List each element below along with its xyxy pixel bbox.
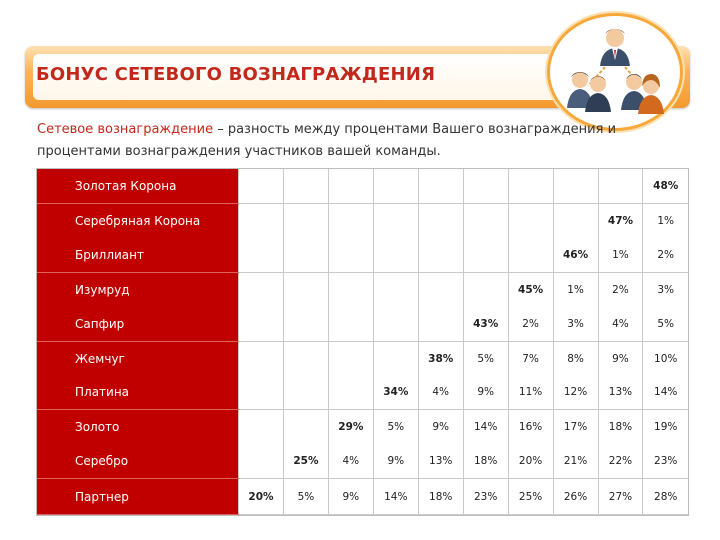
- table-cell: 9%: [373, 444, 418, 478]
- table-cell: 4%: [418, 376, 463, 410]
- table-cell: [508, 169, 553, 203]
- table-cell: [239, 169, 284, 203]
- table-cell: [463, 169, 508, 203]
- bonus-table-body: [37, 169, 688, 515]
- table-cell: 18%: [598, 410, 643, 444]
- table-cell: 5%: [463, 341, 508, 375]
- table-row: [37, 169, 688, 203]
- table-cell: 23%: [643, 444, 688, 478]
- table-cell: 47%: [598, 203, 643, 237]
- table-cell: 18%: [463, 444, 508, 478]
- table-cell: [283, 203, 328, 237]
- bonus-table-grid: [37, 169, 688, 515]
- table-cell: 2%: [598, 272, 643, 306]
- table-row: [37, 479, 688, 515]
- rank-name: Изумруд: [37, 272, 239, 306]
- table-cell: [463, 238, 508, 272]
- table-cell: [328, 272, 373, 306]
- table-cell: [553, 203, 598, 237]
- table-cell: [239, 341, 284, 375]
- table-cell: 38%: [418, 341, 463, 375]
- table-cell: 29%: [328, 410, 373, 444]
- table-cell: [239, 410, 284, 444]
- table-cell: [508, 203, 553, 237]
- table-cell: [283, 238, 328, 272]
- table-cell: [373, 203, 418, 237]
- table-cell: 1%: [598, 238, 643, 272]
- table-cell: [463, 203, 508, 237]
- table-row: [37, 203, 688, 237]
- table-cell: 3%: [553, 307, 598, 341]
- table-cell: [239, 307, 284, 341]
- table-cell: [373, 341, 418, 375]
- table-cell: [373, 272, 418, 306]
- table-cell: 4%: [598, 307, 643, 341]
- table-cell: 7%: [508, 341, 553, 375]
- table-cell: 25%: [508, 479, 553, 515]
- table-row: [37, 341, 688, 375]
- table-cell: 8%: [553, 341, 598, 375]
- table-cell: 27%: [598, 479, 643, 515]
- table-cell: [328, 169, 373, 203]
- intro-rest: – разность между процентами Вашего вознаграждения и процентами вознаграждения участников вашей команды.: [37, 122, 617, 159]
- table-cell: 9%: [463, 376, 508, 410]
- table-cell: [283, 376, 328, 410]
- table-cell: 12%: [553, 376, 598, 410]
- table-cell: 5%: [643, 307, 688, 341]
- table-cell: 20%: [239, 479, 284, 515]
- table-cell: [283, 169, 328, 203]
- rank-name: Серебряная Корона: [37, 203, 239, 237]
- table-cell: [283, 272, 328, 306]
- team-network-icon: [547, 13, 683, 131]
- table-cell: [283, 341, 328, 375]
- table-cell: 5%: [373, 410, 418, 444]
- table-cell: 14%: [463, 410, 508, 444]
- table-cell: [418, 307, 463, 341]
- table-cell: 13%: [598, 376, 643, 410]
- table-cell: [373, 238, 418, 272]
- table-cell: [553, 169, 598, 203]
- table-cell: 20%: [508, 444, 553, 478]
- table-cell: [328, 238, 373, 272]
- table-cell: [418, 203, 463, 237]
- table-cell: [328, 307, 373, 341]
- rank-name: Жемчуг: [37, 341, 239, 375]
- table-cell: 22%: [598, 444, 643, 478]
- table-cell: 9%: [328, 479, 373, 515]
- table-row: [37, 272, 688, 306]
- table-cell: 2%: [508, 307, 553, 341]
- table-cell: 45%: [508, 272, 553, 306]
- table-row: [37, 376, 688, 410]
- table-cell: [328, 341, 373, 375]
- table-cell: 17%: [553, 410, 598, 444]
- table-cell: [239, 272, 284, 306]
- table-cell: 21%: [553, 444, 598, 478]
- table-cell: [328, 376, 373, 410]
- rank-name: Партнер: [37, 479, 239, 515]
- table-cell: 3%: [643, 272, 688, 306]
- table-row: [37, 410, 688, 444]
- table-cell: 9%: [418, 410, 463, 444]
- table-cell: 28%: [643, 479, 688, 515]
- table-cell: 13%: [418, 444, 463, 478]
- table-cell: 19%: [643, 410, 688, 444]
- table-cell: 18%: [418, 479, 463, 515]
- table-cell: 11%: [508, 376, 553, 410]
- table-cell: 23%: [463, 479, 508, 515]
- rank-name: Золотая Корона: [37, 169, 239, 203]
- intro-text: [37, 119, 677, 163]
- table-cell: [373, 169, 418, 203]
- table-cell: 10%: [643, 341, 688, 375]
- rank-name: Платина: [37, 376, 239, 410]
- table-cell: [328, 203, 373, 237]
- table-cell: 16%: [508, 410, 553, 444]
- table-row: [37, 444, 688, 478]
- table-cell: [373, 307, 418, 341]
- table-cell: 14%: [373, 479, 418, 515]
- bonus-table: [36, 168, 689, 516]
- page-title: БОНУС СЕТЕВОГО ВОЗНАГРАЖДЕНИЯ: [36, 64, 436, 85]
- intro-lead: Сетевое вознаграждение: [37, 122, 214, 137]
- table-cell: [283, 410, 328, 444]
- table-cell: 46%: [553, 238, 598, 272]
- table-cell: 1%: [553, 272, 598, 306]
- table-cell: [239, 238, 284, 272]
- rank-name: Серебро: [37, 444, 239, 478]
- table-cell: [508, 238, 553, 272]
- table-cell: [598, 169, 643, 203]
- table-cell: 43%: [463, 307, 508, 341]
- table-cell: 25%: [283, 444, 328, 478]
- table-row: [37, 238, 688, 272]
- rank-name: Бриллиант: [37, 238, 239, 272]
- table-cell: 2%: [643, 238, 688, 272]
- table-cell: 9%: [598, 341, 643, 375]
- rank-name: Золото: [37, 410, 239, 444]
- table-cell: [239, 444, 284, 478]
- table-cell: [418, 169, 463, 203]
- table-cell: 14%: [643, 376, 688, 410]
- table-cell: [463, 272, 508, 306]
- table-cell: 26%: [553, 479, 598, 515]
- table-cell: 5%: [283, 479, 328, 515]
- table-cell: [283, 307, 328, 341]
- team-network-illustration: [550, 16, 680, 128]
- table-cell: [239, 376, 284, 410]
- table-cell: [418, 272, 463, 306]
- table-cell: [418, 238, 463, 272]
- table-cell: 4%: [328, 444, 373, 478]
- rank-name: Сапфир: [37, 307, 239, 341]
- table-cell: [239, 203, 284, 237]
- table-cell: 1%: [643, 203, 688, 237]
- table-row: [37, 307, 688, 341]
- table-cell: 34%: [373, 376, 418, 410]
- table-cell: 48%: [643, 169, 688, 203]
